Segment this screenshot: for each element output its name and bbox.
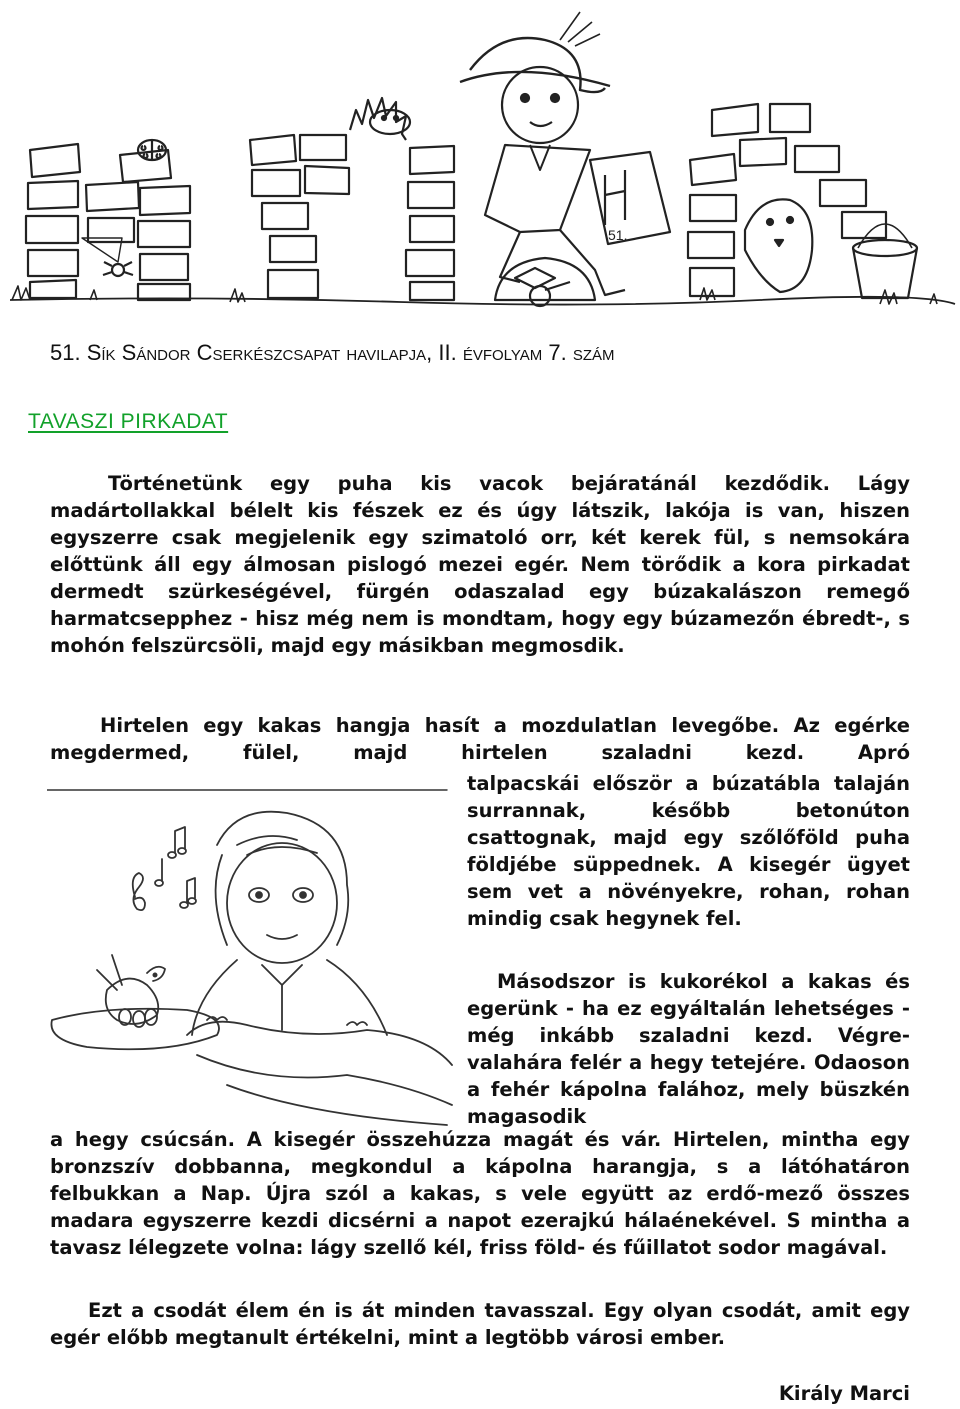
article-paragraph-4: Ezt a csodát élem én is át minden tavasszal. Egy olyan csodát, amit egy egér előbb megtanult értékelni, mint a legtöbb városi ember. [50, 1299, 910, 1349]
masthead-illustration [0, 0, 960, 330]
bird-on-nest-drawing [51, 955, 219, 1049]
article-paragraph-2-top: Hirtelen egy kakas hangja hasít a mozdulatlan levegőbe. Az egérke megdermed, fülel, majd hirtelen szaladni kezd. Apró [50, 714, 910, 764]
article-paragraph-1: Történetünk egy puha kis vacok bejáratánál kezdődik. Lágy madártollakkal bélelt kis fészek ez és úgy látszik, lakója is van, hiszen egyszerre csak megjelenik egy szimatoló orr, két kerek fül, s nemsokára előttünk áll egy álmosan pislogó mezei egér. Nem törődik a kora pirkadat dermedt szürkeségével, fürgén odaszalad egy búzakalászon remegő harmatcsepphez - hisz még nem is mondtam, hogy egy búzamezőn ébredt-, s mohón felszürcsöli, majd egy másikban megmosdik. [50, 472, 910, 657]
ladybug-icon [138, 140, 166, 160]
seal-drawing [745, 199, 812, 292]
article-author: Király Marci [778, 1382, 910, 1405]
series-line: 51. Sík Sándor Cserkészcsapat havilapja, II. évfolyam 7. szám [50, 340, 615, 365]
brick-letter-h [26, 144, 190, 300]
article-title: TAVASZI PIRKADAT [28, 410, 229, 433]
brick-letter-i [250, 135, 349, 298]
scout-boy-drawing [460, 12, 628, 295]
map-drawing [590, 152, 670, 244]
spider-icon [82, 238, 133, 276]
boy-with-bird-illustration [47, 785, 459, 1130]
music-notes-icon [133, 827, 196, 910]
article-paragraph-2-column: talpacskái először a búzatábla talaján surrannak, később betonúton csattognak, majd egy szőlőföld puha földjébe süppednek. A kisegér ügyet sem vet a növényekre, rohan, rohan mindig csak hegynek fel. [467, 772, 910, 930]
grass-icon [12, 286, 937, 304]
article-paragraph-3-bottom: a hegy csúcsán. A kisegér összehúzza magát és vár. Hirtelen, mintha egy bronzszív dobbanna, megkondul a kápolna harangja, s a látóhatáron felbukkan a Nap. Újra szól a kakas, s vele együtt az erdő-mező összes madara egyszerre kezdi dicsérni a napot ezerajkú hálaénekével. S mintha a tavasz lélegzete volna: lágy szellő kél, friss föld- és fűillatot sodor magával. [50, 1128, 910, 1259]
blanket-drawing [187, 1017, 452, 1125]
brick-letter-r [406, 146, 454, 300]
article-paragraph-3-column: Másodszor is kukorékol a kakas és egerünk - ha ez egyáltalán lehetséges - még inkább szaladni kezd. Végre-valahára felér a hegy tetejére. Odaoson a fehér kápolna falához, mely büszkén magasodik [467, 970, 910, 1128]
tortoise-drawing [495, 258, 595, 306]
map-label: 51. [608, 227, 628, 243]
boy-drawing [192, 812, 387, 1035]
hedgehog-icon [350, 98, 410, 140]
